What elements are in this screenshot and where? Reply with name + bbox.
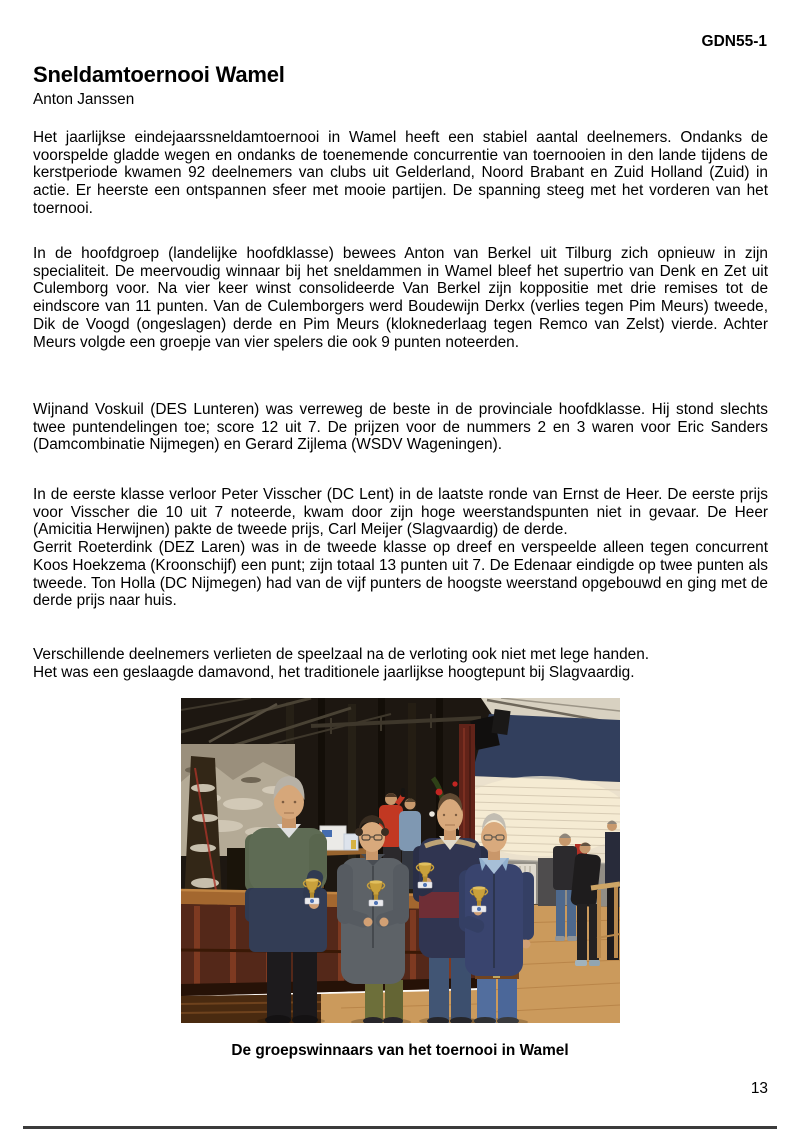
paragraph-eerste-klasse: In de eerste klasse verloor Peter Visscher (DC Lent) in de laatste ronde van Ernst de Heer. De eerste prijs voor Visscher die 10 uit 7 noteerde, kwam door zijn hoge weerstandspunten niet in gevaar. De Heer (Amicitia Herwijnen) pakte de tweede prijs, Carl Meijer (Slagvaardig) de derde. [33,486,768,539]
photo-caption: De groepswinnaars van het toernooi in Wamel [231,1042,569,1059]
tournament-photo-figure [181,698,620,1023]
tournament-photo [181,698,620,1023]
article-author: Anton Janssen [33,91,135,108]
article-title: Sneldamtoernooi Wamel [33,62,285,87]
paragraph-hoofdgroep: In de hoofdgroep (landelijke hoofdklasse) bewees Anton van Berkel uit Tilburg zich opnieuw in zijn specialiteit. De meervoudig winnaar bij het sneldammen in Wamel bleef het supertrio van Denk en Zet uit Culemborg voor. Na vier keer winst consolideerde Van Berkel zijn koppositie met drie remises tot de eindscore van 11 punten. Van de Culemborgers werd Boudewijn Derkx (verlies tegen Pim Meurs) tweede, Dik de Voogd (ongeslagen) derde en Pim Meurs (kloknederlaag tegen Remco van Zelst) vierde. Achter Meurs volgde een groepje van vier spelers die ook 9 punten noteerden. [33,245,768,351]
page-number: 13 [750,1080,768,1097]
paragraph-verloting: Verschillende deelnemers verlieten de speelzaal na de verloting ook niet met lege handen. [33,646,650,663]
paragraph-provinciale-hoofdklasse: Wijnand Voskuil (DES Lunteren) was verreweg de beste in de provinciale hoofdklasse. Hij stond slechts twee puntendelingen toe; score 12 uit 7. De prijzen voor de nummers 2 en 3 waren voor Eric Sanders (Damcombinatie Nijmegen) en Gerard Zijlema (WSDV Wageningen). [33,401,768,454]
paragraph-intro: Het jaarlijkse eindejaarssneldamtoernooi in Wamel heeft een stabiel aantal deelnemers. Ondanks de voorspelde gladde wegen en ondanks de toenemende concurrentie van toernooien in den lande tijdens de kerstperiode kwamen 92 deelnemers van clubs uit Gelderland, Noord Brabant en Zuid Holland (Zuid) in actie. Er heerste een ontspannen sfeer met mooie partijen. De spanning steeg met het vorderen van het toernooi. [33,129,768,217]
footer-rule [23,1126,777,1129]
paragraph-slot: Het was een geslaagde damavond, het traditionele jaarlijkse hoogtepunt bij Slagvaardig. [33,663,635,681]
paragraph-tweede-klasse: Gerrit Roeterdink (DEZ Laren) was in de tweede klasse op dreef en verspeelde alleen tegen concurrent Koos Hoekzema (Kroonschijf) een punt; zijn totaal 13 punten uit 7. De Edenaar eindigde op twee punten als tweede. Ton Holla (DC Nijmegen) had van de vijf punters de hoogste weerstand opgebouwd en ging met de derde prijs naar huis. [33,539,768,610]
page-header-code: GDN55-1 [701,33,767,50]
